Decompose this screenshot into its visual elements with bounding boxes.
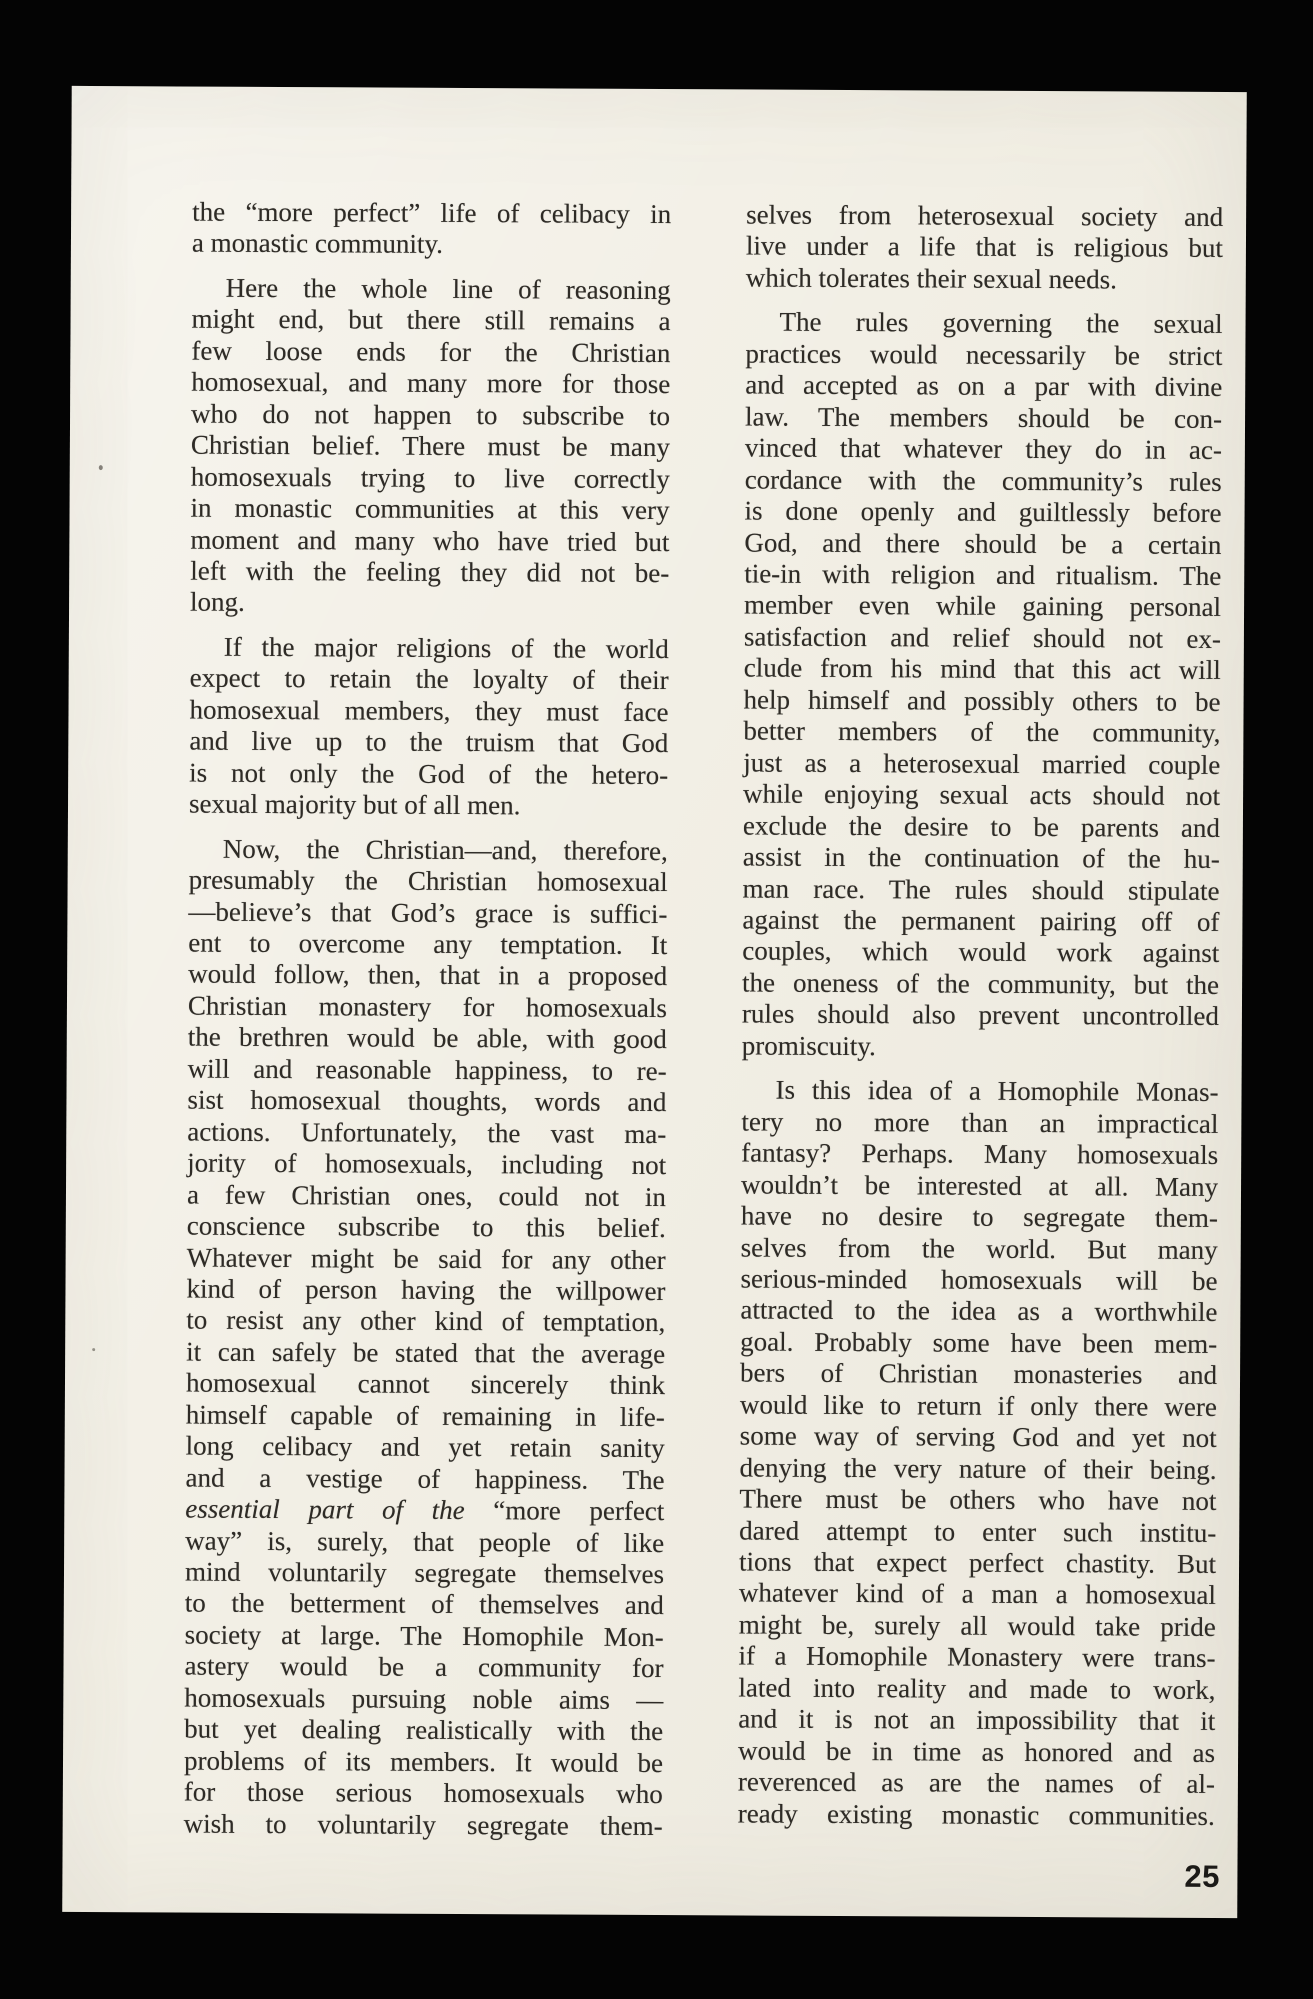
text-line: and a vestige of happiness. The (185, 1462, 665, 1495)
text-line: Now, the Christian—and, therefore, (222, 833, 668, 866)
text-line: few loose ends for the Christian (191, 335, 671, 368)
ink-speck (92, 1348, 95, 1351)
text-line: is done openly and guiltlessly before (744, 495, 1222, 529)
text-line: mind voluntarily segregate themselves (184, 1556, 665, 1590)
text-line: while enjoying sexual acts should not (743, 778, 1221, 812)
text-line: and accepted as on a par with divine (745, 369, 1223, 403)
text-line: better members of the community, (743, 715, 1221, 749)
text-line: God, and there should be a certain (744, 526, 1222, 560)
text-line: Whatever might be said for any other (186, 1242, 666, 1275)
text-line: promiscuity. (741, 1030, 876, 1061)
text-column-right (738, 199, 1224, 1832)
text-line: homosexual cannot sincerely think (185, 1367, 666, 1401)
text-line: astery would be a community for (184, 1650, 664, 1684)
text-line: and live up to the truism that God (189, 725, 669, 759)
text-line: ready existing monastic communities. (737, 1798, 1215, 1831)
text-line: will and reasonable happiness, to re- (187, 1053, 667, 1086)
text-line: might end, but there still remains a (191, 303, 671, 337)
text-line: if a Homophile Monastery were trans- (738, 1640, 1216, 1674)
text-line: whatever kind of a man a homosexual (738, 1577, 1216, 1611)
text-line: jority of homosexuals, including not (187, 1147, 667, 1181)
text-line: sist homosexual thoughts, words and (187, 1084, 667, 1118)
page-number: 25 (1184, 1858, 1221, 1894)
text-line: cordance with the community’s rules (744, 464, 1222, 497)
text-line: member even while gaining personal (744, 589, 1222, 623)
ink-speck (99, 465, 103, 470)
text-line: ent to overcome any temptation. It (188, 927, 668, 961)
text-line: expect to retain the loyalty of their (189, 662, 669, 696)
text-line: who do not happen to subscribe to (190, 398, 671, 431)
text-line: wouldn’t be interested at all. Many (740, 1169, 1219, 1202)
text-line: tie-in with religion and ritualism. The (744, 558, 1222, 591)
text-line: is not only the God of the hetero- (189, 757, 669, 790)
paragraph (192, 197, 671, 262)
text-line: the oneness of the community, but the (742, 967, 1220, 1000)
text-line: would be in time as honored and as (738, 1735, 1216, 1768)
text-line: law. The members should be con- (744, 401, 1223, 434)
paragraph (184, 833, 668, 1842)
text-line: problems of its members. It would be (183, 1745, 664, 1778)
text-line: rules should also prevent uncontrolled (741, 998, 1220, 1032)
text-line: essential part of the “more perfect (185, 1493, 665, 1527)
page (62, 86, 1247, 1918)
text-line: practices would necessarily be strict (745, 338, 1223, 371)
text-line: against the permanent pairing off of (742, 904, 1220, 937)
text-line: Here the whole line of reasoning (225, 272, 671, 305)
text-line: moment and many who have tried but (190, 524, 670, 557)
text-line: tions that expect perfect chastity. But (738, 1546, 1217, 1579)
text-line: Christian belief. There must be many (190, 429, 670, 463)
italic-text: essential part of the (185, 1493, 465, 1526)
text-line: to the betterment of themselves and (184, 1588, 664, 1621)
text-line: but yet dealing realistically with the (184, 1713, 664, 1747)
text-line: man race. The rules should stipulate (742, 872, 1220, 906)
text-line: which tolerates their sexual needs. (745, 262, 1117, 295)
text-line: —believe’s that God’s grace is suffici- (188, 896, 668, 929)
text-line: conscience subscribe to this belief. (186, 1210, 666, 1244)
text-line: dared attempt to enter such institu- (739, 1515, 1217, 1548)
text-line: goal. Probably some have been mem- (740, 1326, 1218, 1359)
text-line: the “more perfect” life of celibacy in (192, 196, 672, 230)
text-line: live under a life that is religious but (745, 230, 1224, 264)
text-line: homosexuals trying to live correctly (190, 461, 670, 494)
text-line: tery no more than an impractical (741, 1106, 1219, 1139)
text-line: clude from his mind that this act will (743, 652, 1221, 686)
text-line: homosexuals pursuing noble aims — (184, 1682, 664, 1715)
text-line: a monastic community. (191, 228, 443, 260)
text-line: might be, surely all would take pride (738, 1609, 1216, 1642)
text-line: couples, which would work against (742, 935, 1220, 969)
text-column-left (184, 197, 672, 1843)
text-line: himself capable of remaining in life- (185, 1399, 665, 1432)
text-line: presumably the Christian homosexual (188, 864, 668, 898)
text-line: just as a heterosexual married couple (743, 747, 1221, 780)
text-line: in monastic communities at this very (190, 492, 670, 526)
paragraph (742, 307, 1223, 1064)
text-line: reverenced as are the names of al- (737, 1766, 1215, 1800)
text-line: Christian monastery for homosexuals (187, 990, 668, 1023)
text-line: selves from heterosexual society and (746, 199, 1224, 232)
text-line: sexual majority but of all men. (188, 788, 521, 821)
text-line: wish to voluntarily segregate them- (183, 1808, 663, 1841)
text-line: a few Christian ones, could not in (186, 1179, 667, 1212)
text-line: lated into reality and made to work, (738, 1672, 1216, 1705)
text-line: have no desire to segregate them- (740, 1200, 1218, 1233)
text-line: denying the very nature of their being. (739, 1452, 1217, 1485)
text-line: would like to return if only there were (739, 1389, 1217, 1422)
text-line: exclude the desire to be parents and (742, 810, 1220, 843)
text-line: and it is not an impossibility that it (738, 1703, 1216, 1737)
paragraph (190, 272, 671, 620)
text-line: kind of person having the willpower (186, 1273, 666, 1307)
text-line: society at large. The Homophile Mon- (184, 1619, 664, 1652)
text-line: long. (190, 587, 245, 618)
text-line: some way of serving God and yet not (739, 1420, 1217, 1454)
paragraph (189, 631, 669, 822)
text-line: help himself and possibly others to be (743, 684, 1221, 717)
text-line: long celibacy and yet retain sanity (185, 1430, 665, 1464)
paragraph (738, 1075, 1219, 1832)
text-line: bers of Christian monasteries and (739, 1357, 1218, 1391)
text-line: The rules governing the sexual (779, 307, 1223, 340)
text-line: homosexual members, they must face (189, 694, 669, 727)
paragraph (746, 199, 1223, 296)
text-line: to resist any other kind of temptation, (186, 1304, 666, 1338)
text-line: selves from the world. But many (740, 1231, 1218, 1265)
text-line: it can safely be stated that the average (186, 1336, 666, 1369)
text-line: assist in the continuation of the hu- (742, 841, 1220, 875)
text-line: There must be others who have not (739, 1483, 1217, 1517)
text-line: the brethren would be able, with good (187, 1021, 667, 1055)
text-line: serious-minded homosexuals will be (740, 1263, 1218, 1296)
text-line: fantasy? Perhaps. Many homosexuals (741, 1137, 1219, 1171)
text-line: vinced that whatever they do in ac- (744, 432, 1222, 466)
text-line: actions. Unfortunately, the vast ma- (187, 1116, 667, 1149)
text-line: satisfaction and relief should not ex- (743, 621, 1221, 654)
text-line: homosexual, and many more for those (191, 366, 671, 400)
text-line: for those serious homosexuals who (183, 1776, 663, 1810)
text-line: Is this idea of a Homophile Monas- (775, 1074, 1219, 1108)
text-line: If the major religions of the world (223, 631, 669, 664)
text-line: attracted to the idea as a worthwhile (740, 1294, 1218, 1328)
text-line: would follow, then, that in a proposed (188, 958, 668, 992)
text-line: way” is, surely, that people of like (185, 1525, 665, 1558)
text-line: left with the feeling they did not be- (190, 555, 670, 589)
